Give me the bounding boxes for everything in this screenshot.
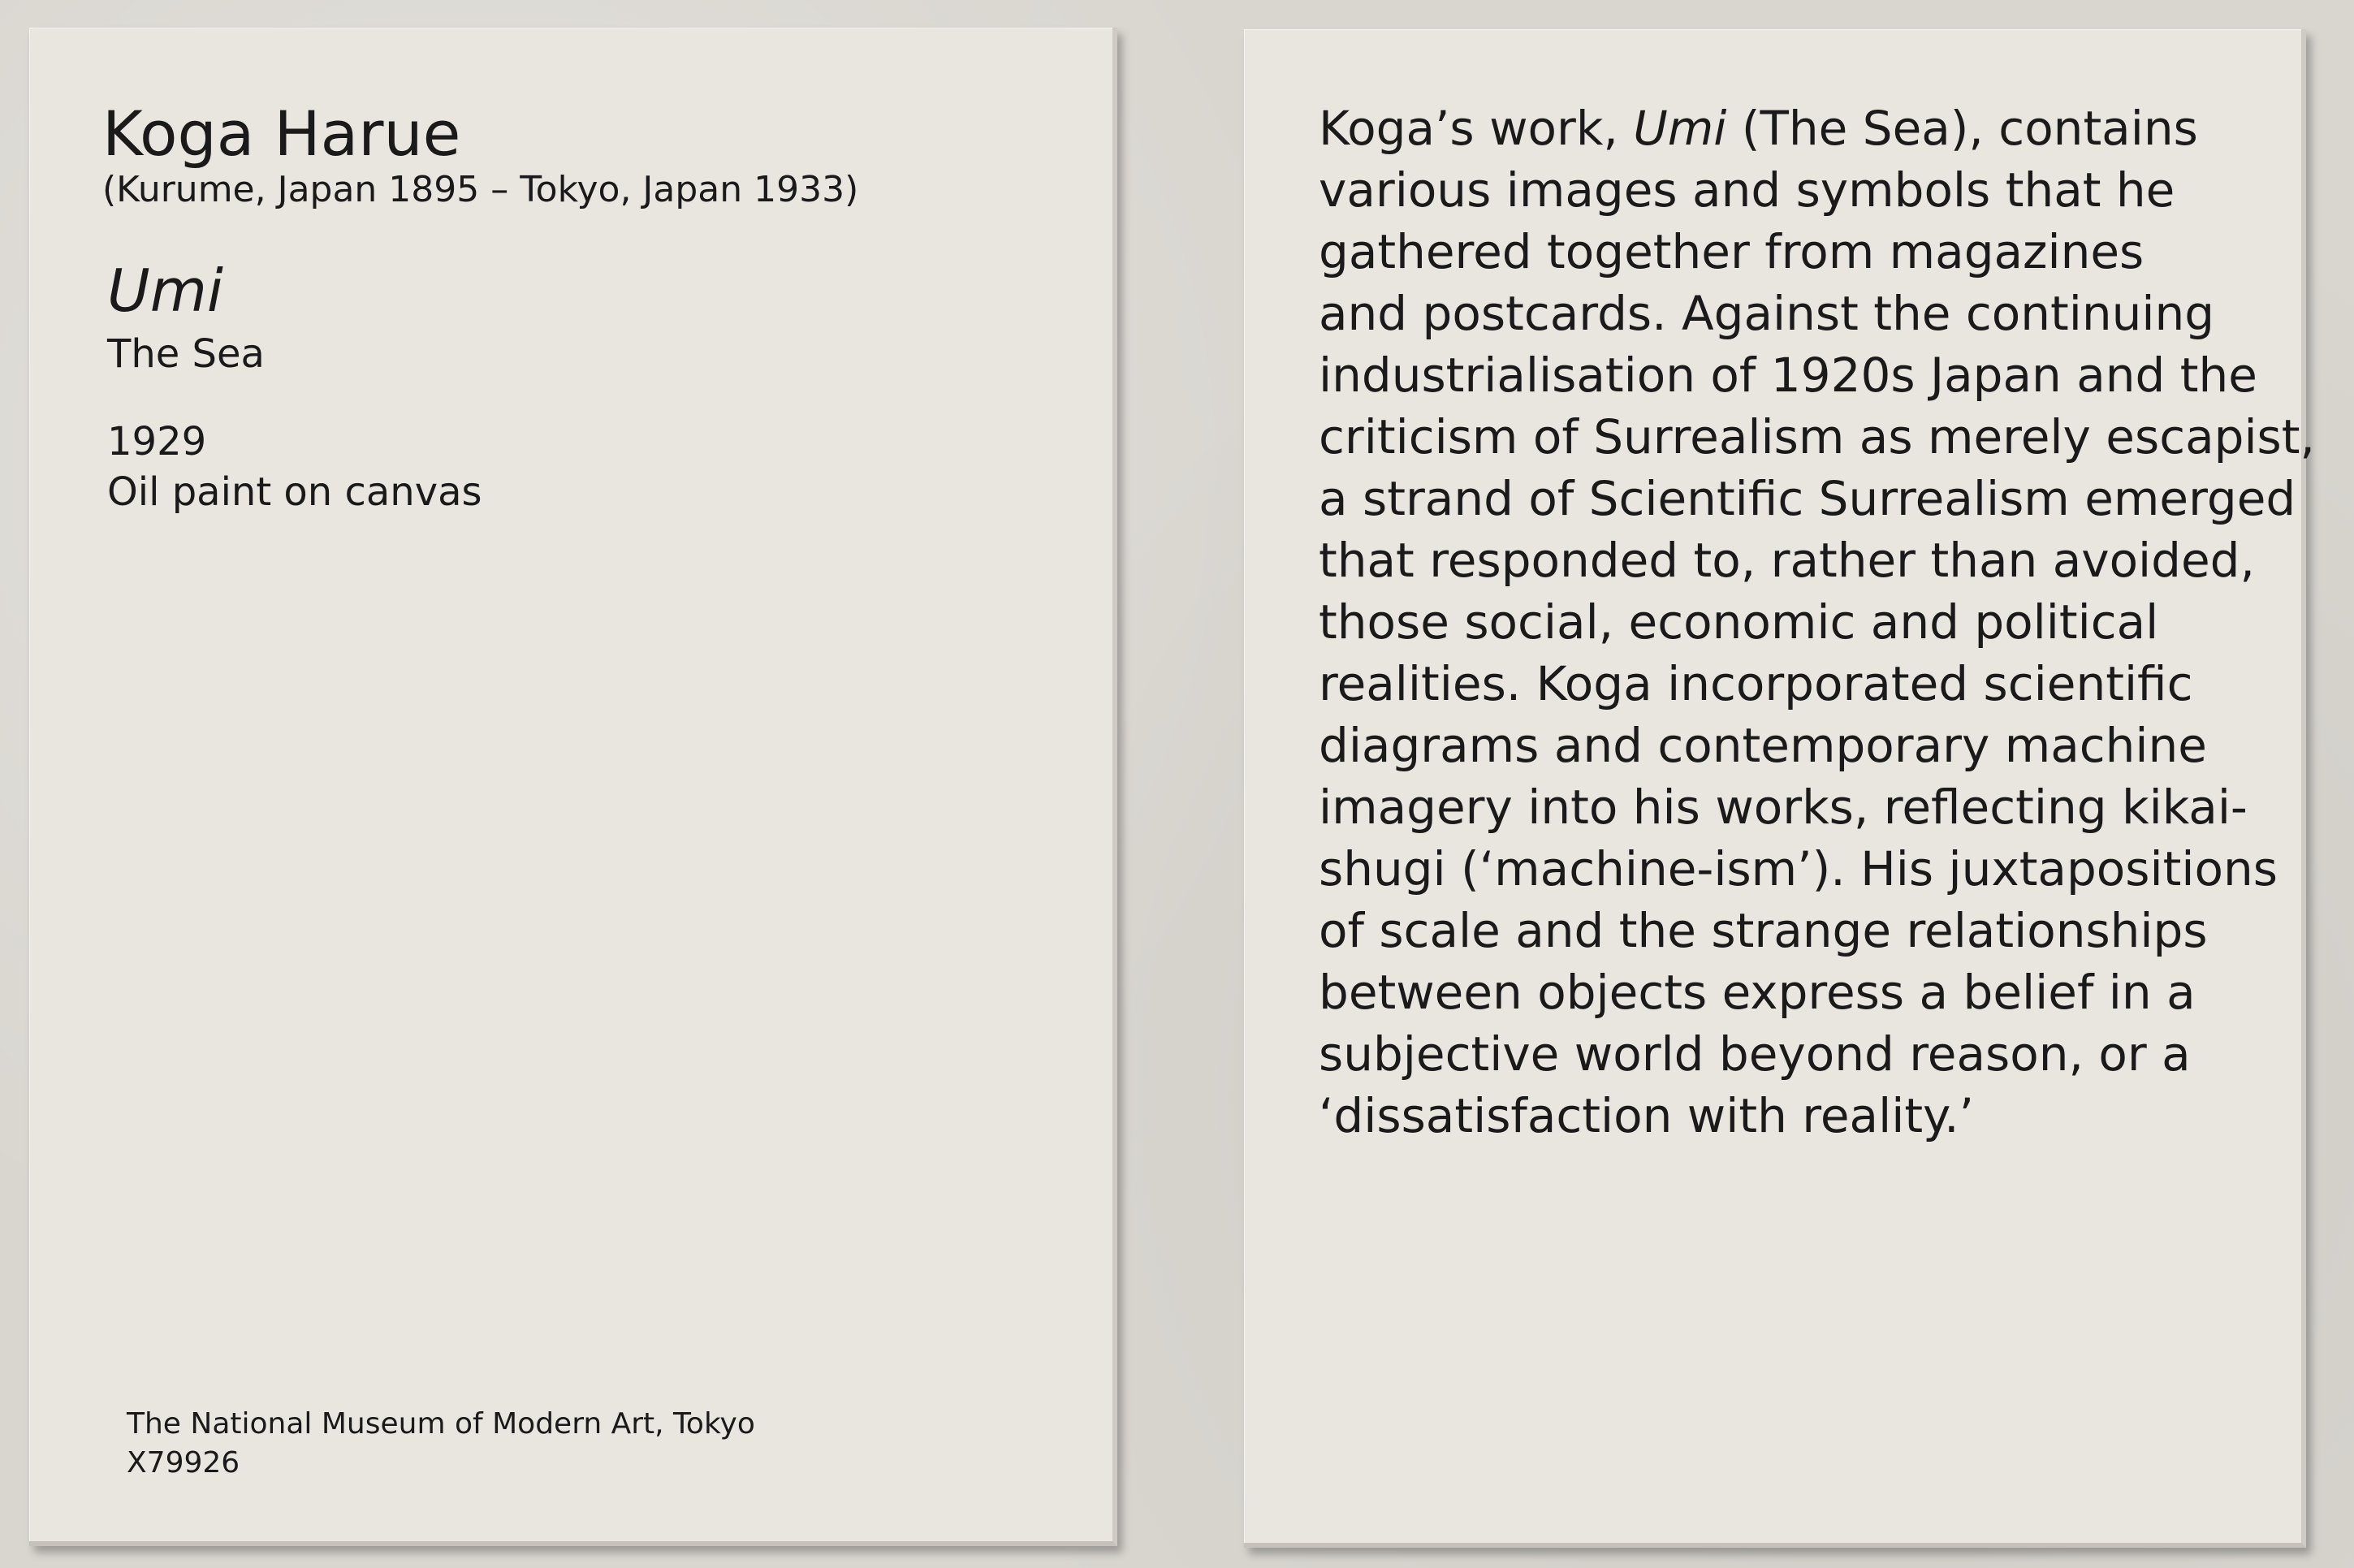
artwork-year: 1929 (107, 419, 207, 464)
text-line (1319, 97, 2252, 159)
text-segment: (The Sea), contains (1726, 101, 2198, 156)
artwork-medium: Oil paint on canvas (107, 469, 482, 515)
accession-number: X79926 (127, 1446, 240, 1479)
text-line: criticism of Surrealism as merely escapist, (1319, 409, 2315, 464)
collection-credit: The National Museum of Modern Art, Tokyo (127, 1407, 755, 1441)
artwork-title-english: The Sea (107, 331, 265, 377)
text-line: and postcards. Against the continuing (1319, 286, 2215, 341)
interpretation-label-card (1244, 29, 2315, 1548)
text-line: shugi (‘machine-ism’). His juxtapositions (1319, 841, 2278, 896)
text-segment: Koga’s work, (1319, 101, 1634, 156)
text-line: realities. Koga incorporated scientific (1319, 656, 2193, 711)
artist-name: Koga Harue (102, 97, 461, 170)
interpretation-text (1319, 97, 2315, 1147)
text-line: imagery into his works, reflecting kikai- (1319, 780, 2248, 835)
text-line: ‘dissatisfaction with reality.’ (1319, 1088, 1974, 1143)
object-label-card (29, 28, 1117, 1546)
text-line: subjective world beyond reason, or a (1319, 1026, 2191, 1082)
text-line: of scale and the strange relationships (1319, 903, 2208, 958)
italic-title: Umi (1633, 101, 1727, 156)
text-line: industrialisation of 1920s Japan and the (1319, 348, 2257, 403)
artist-life-dates: (Kurume, Japan 1895 – Tokyo, Japan 1933) (102, 169, 859, 210)
text-line: various images and symbols that he (1319, 162, 2175, 218)
text-line: that responded to, rather than avoided, (1319, 533, 2255, 588)
text-line: between objects express a belief in a (1319, 965, 2196, 1020)
text-line: those social, economic and political (1319, 594, 2159, 650)
artwork-title-original: Umi (107, 257, 223, 325)
text-line: gathered together from magazines (1319, 224, 2145, 279)
text-line: a strand of Scientific Surrealism emerged (1319, 471, 2296, 526)
text-line: diagrams and contemporary machine (1319, 718, 2207, 773)
